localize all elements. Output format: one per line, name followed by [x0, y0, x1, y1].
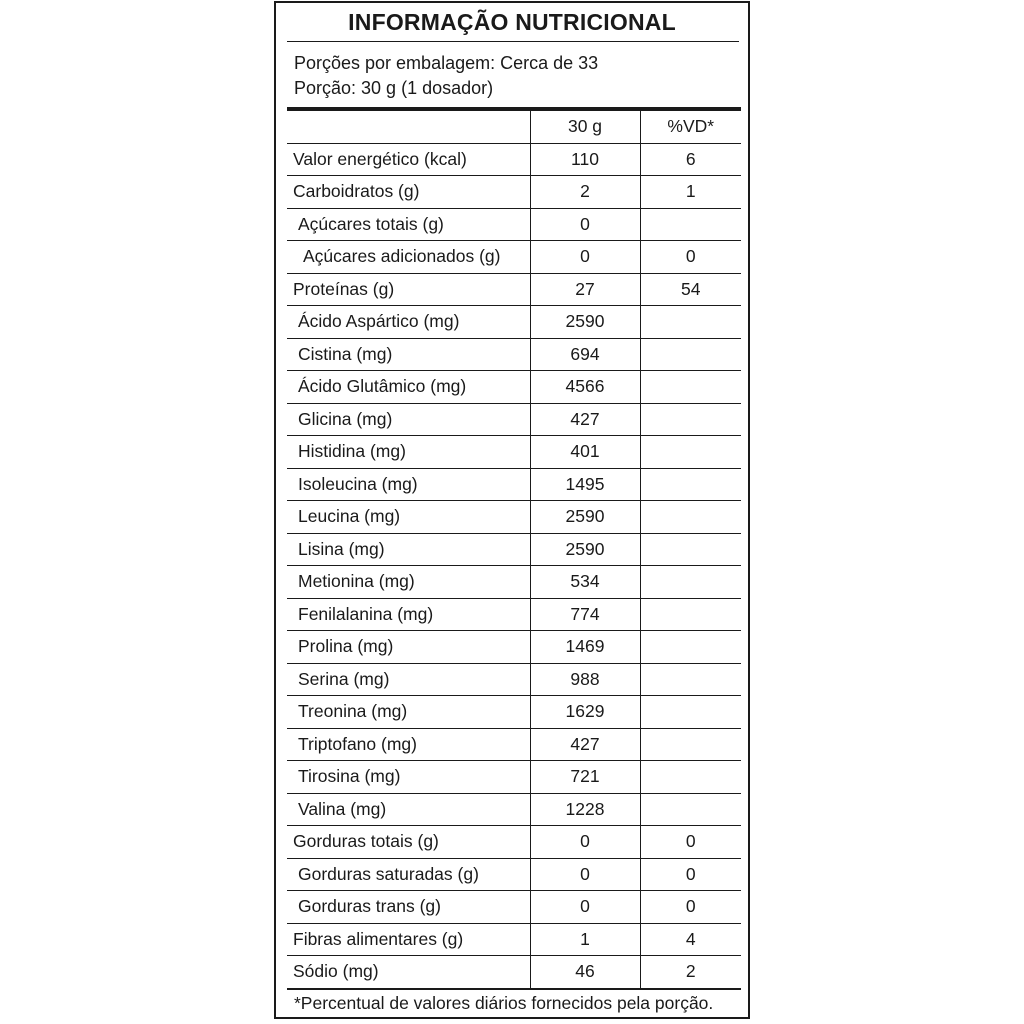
table-row [287, 371, 741, 404]
header-serving-amount: 30 g [530, 111, 640, 143]
nutrient-amount: 721 [530, 761, 640, 794]
nutrient-daily-value [640, 208, 741, 241]
nutrient-amount: 0 [530, 208, 640, 241]
table-row [287, 826, 741, 859]
table-row [287, 533, 741, 566]
table-row [287, 468, 741, 501]
nutrient-amount: 2590 [530, 306, 640, 339]
nutrient-amount: 1629 [530, 696, 640, 729]
footnote: *Percentual de valores diários fornecidos pela porção. [294, 993, 714, 1013]
table-row [287, 923, 741, 956]
nutrient-daily-value [640, 306, 741, 339]
nutrient-name: Açúcares adicionados (g) [287, 241, 530, 274]
nutrient-name: Leucina (mg) [287, 501, 530, 534]
nutrition-facts-label [274, 1, 750, 1019]
nutrient-amount: 401 [530, 436, 640, 469]
table-row [287, 566, 741, 599]
nutrient-amount: 1 [530, 923, 640, 956]
nutrient-daily-value [640, 468, 741, 501]
nutrient-name: Treonina (mg) [287, 696, 530, 729]
nutrient-name: Valor energético (kcal) [287, 143, 530, 176]
nutrient-name: Histidina (mg) [287, 436, 530, 469]
nutrient-amount: 2590 [530, 533, 640, 566]
table-row [287, 241, 741, 274]
nutrient-amount: 0 [530, 826, 640, 859]
nutrient-daily-value [640, 533, 741, 566]
nutrient-amount: 0 [530, 858, 640, 891]
nutrient-daily-value [640, 436, 741, 469]
title-divider [287, 41, 739, 42]
table-row [287, 696, 741, 729]
nutrient-name: Tirosina (mg) [287, 761, 530, 794]
nutrient-amount: 2 [530, 176, 640, 209]
nutrient-daily-value: 0 [640, 826, 741, 859]
nutrient-name: Açúcares totais (g) [287, 208, 530, 241]
nutrient-amount: 694 [530, 338, 640, 371]
label-title: INFORMAÇÃO NUTRICIONAL [348, 9, 676, 35]
nutrient-name: Gorduras trans (g) [287, 891, 530, 924]
nutrient-name: Ácido Glutâmico (mg) [287, 371, 530, 404]
table-row [287, 338, 741, 371]
nutrient-daily-value [640, 663, 741, 696]
nutrient-name: Sódio (mg) [287, 956, 530, 989]
nutrient-name: Ácido Aspártico (mg) [287, 306, 530, 339]
nutrient-daily-value: 4 [640, 923, 741, 956]
table-row [287, 728, 741, 761]
table-row [287, 761, 741, 794]
nutrient-name: Fibras alimentares (g) [287, 923, 530, 956]
table-row [287, 436, 741, 469]
table-row [287, 598, 741, 631]
nutrient-daily-value: 0 [640, 891, 741, 924]
table-row [287, 956, 741, 989]
nutrient-daily-value [640, 728, 741, 761]
nutrient-amount: 1228 [530, 793, 640, 826]
nutrient-amount: 0 [530, 891, 640, 924]
nutrition-table [287, 111, 741, 990]
table-row [287, 858, 741, 891]
nutrient-daily-value [640, 793, 741, 826]
nutrient-daily-value: 6 [640, 143, 741, 176]
table-row [287, 176, 741, 209]
nutrient-name: Glicina (mg) [287, 403, 530, 436]
nutrient-name: Prolina (mg) [287, 631, 530, 664]
nutrient-daily-value: 2 [640, 956, 741, 989]
nutrient-name: Gorduras totais (g) [287, 826, 530, 859]
nutrient-amount: 110 [530, 143, 640, 176]
nutrient-name: Lisina (mg) [287, 533, 530, 566]
nutrient-daily-value [640, 338, 741, 371]
table-header-row [287, 111, 741, 143]
header-name-cell [287, 111, 530, 143]
nutrient-daily-value [640, 631, 741, 664]
table-row [287, 501, 741, 534]
nutrient-amount: 0 [530, 241, 640, 274]
nutrient-amount: 427 [530, 728, 640, 761]
nutrient-name: Cistina (mg) [287, 338, 530, 371]
nutrient-name: Proteínas (g) [287, 273, 530, 306]
nutrient-amount: 427 [530, 403, 640, 436]
nutrient-daily-value [640, 566, 741, 599]
nutrient-daily-value [640, 696, 741, 729]
nutrient-amount: 1469 [530, 631, 640, 664]
nutrient-amount: 1495 [530, 468, 640, 501]
table-row [287, 403, 741, 436]
table-row [287, 306, 741, 339]
nutrient-amount: 2590 [530, 501, 640, 534]
table-row [287, 273, 741, 306]
nutrient-name: Carboidratos (g) [287, 176, 530, 209]
nutrient-amount: 46 [530, 956, 640, 989]
serving-size: Porção: 30 g (1 dosador) [294, 78, 494, 98]
nutrient-name: Metionina (mg) [287, 566, 530, 599]
nutrient-daily-value [640, 761, 741, 794]
nutrient-name: Valina (mg) [287, 793, 530, 826]
nutrient-name: Triptofano (mg) [287, 728, 530, 761]
nutrient-daily-value: 0 [640, 241, 741, 274]
nutrient-amount: 27 [530, 273, 640, 306]
nutrient-daily-value: 54 [640, 273, 741, 306]
nutrition-table-body [287, 111, 741, 989]
nutrient-name: Serina (mg) [287, 663, 530, 696]
nutrient-daily-value [640, 403, 741, 436]
nutrient-daily-value: 1 [640, 176, 741, 209]
nutrient-daily-value [640, 598, 741, 631]
nutrient-name: Fenilalanina (mg) [287, 598, 530, 631]
servings-per-package: Porções por embalagem: Cerca de 33 [294, 53, 599, 73]
table-row [287, 208, 741, 241]
nutrient-name: Isoleucina (mg) [287, 468, 530, 501]
table-row [287, 631, 741, 664]
nutrient-amount: 774 [530, 598, 640, 631]
nutrient-daily-value [640, 501, 741, 534]
nutrient-amount: 4566 [530, 371, 640, 404]
nutrient-daily-value: 0 [640, 858, 741, 891]
table-row [287, 891, 741, 924]
nutrient-name: Gorduras saturadas (g) [287, 858, 530, 891]
nutrient-amount: 534 [530, 566, 640, 599]
table-row [287, 793, 741, 826]
table-row [287, 663, 741, 696]
nutrient-daily-value [640, 371, 741, 404]
header-daily-value: %VD* [640, 111, 741, 143]
nutrient-amount: 988 [530, 663, 640, 696]
table-row [287, 143, 741, 176]
